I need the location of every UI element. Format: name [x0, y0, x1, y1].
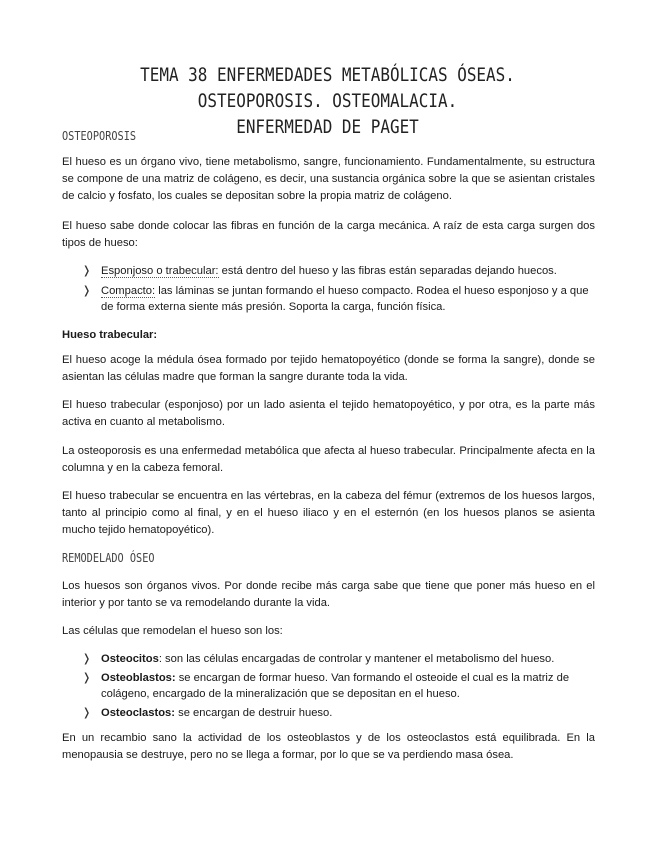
- bullet-term: Osteoclastos:: [101, 707, 175, 719]
- chevron-right-icon: ❭: [82, 653, 92, 665]
- list-item: [82, 651, 595, 667]
- bullet-text: : son las células encargadas de controlar y mantener el metabolismo del hueso.: [158, 653, 555, 665]
- title-line-1: TEMA 38 ENFERMEDADES METABÓLICAS ÓSEAS. OSTEOPOROSIS. OSTEOMALACIA.: [140, 64, 515, 112]
- paragraph: El hueso trabecular se encuentra en las vértebras, en la cabeza del fémur (extremos de los huesos largos, tanto al principio como al final, y en el hueso iliaco y en el esternón (en los huesos planos se asienta mucho tejido hematopoyético).: [62, 490, 595, 536]
- paragraph: Los huesos son órganos vivos. Por donde recibe más carga sabe que tiene que poner más hueso en el interior y por tanto se va remodelando durante la vida.: [62, 580, 595, 609]
- bullet-term: Compacto:: [101, 285, 156, 297]
- paragraph: El hueso sabe donde colocar las fibras en función de la carga mecánica. A raíz de esta carga surgen dos tipos de hueso:: [62, 220, 595, 249]
- paragraph: La osteoporosis es una enfermedad metabólica que afecta al hueso trabecular. Principalmente afecta en la columna y en la cabeza femoral.: [62, 445, 595, 474]
- paragraph: El hueso trabecular (esponjoso) por un lado asienta el tejido hematopoyético, y por otra, es la parte más activa en cuanto al metabolismo.: [62, 399, 595, 428]
- chevron-right-icon: ❭: [82, 265, 92, 277]
- bullet-term: Osteocitos: [101, 653, 159, 665]
- bullet-text: se encargan de formar hueso. Van formando el osteoide el cual es la matriz de colágeno, encargado de la mineralización que se depositan en el hueso.: [101, 672, 570, 700]
- subheading-hueso-trabecular: Hueso trabecular:: [62, 329, 158, 341]
- paragraph: En un recambio sano la actividad de los osteoblastos y de los osteoclastos está equilibrada. En la menopausia se destruye, pero no se llega a formar, por lo que se va perdiendo masa ósea.: [62, 732, 595, 761]
- bullet-term: Esponjoso o trabecular:: [101, 265, 219, 277]
- bullet-text: las láminas se juntan formando el hueso compacto. Rodea el hueso esponjoso y a que de forma externa siente más presión. Soporta la carga, función física.: [101, 285, 589, 313]
- section-heading-osteoporosis: OSTEOPOROSIS: [62, 128, 137, 143]
- paragraph: El hueso acoge la médula ósea formado por tejido hematopoyético (donde se forma la sangre), donde se asientan las células madre que forman la sangre durante toda la vida.: [62, 354, 595, 383]
- bullet-term: Osteoblastos:: [101, 672, 176, 684]
- bullet-text: se encargan de destruir hueso.: [175, 707, 333, 719]
- chevron-right-icon: ❭: [82, 707, 92, 719]
- list-item: [82, 705, 595, 721]
- section-heading-remodelado: REMODELADO ÓSEO: [62, 550, 155, 565]
- document-title: [86, 62, 569, 140]
- chevron-right-icon: ❭: [82, 285, 92, 297]
- title-line-2: ENFERMEDAD DE PAGET: [236, 116, 419, 138]
- chevron-right-icon: ❭: [82, 672, 92, 684]
- paragraph: El hueso es un órgano vivo, tiene metabolismo, sangre, funcionamiento. Fundamentalmente, su estructura se compone de una matriz de colágeno, es decir, una sustancia orgánica sobre la que se asientan cristales de calcio y fosfato, los cuales se depositan sobre la propia matriz de colágeno.: [62, 156, 595, 202]
- list-item: [82, 670, 595, 702]
- paragraph: Las células que remodelan el hueso son los:: [62, 625, 283, 637]
- bullet-text: está dentro del hueso y las fibras están separadas dejando huecos.: [218, 265, 557, 277]
- list-item: [82, 283, 595, 315]
- list-item: [82, 263, 595, 279]
